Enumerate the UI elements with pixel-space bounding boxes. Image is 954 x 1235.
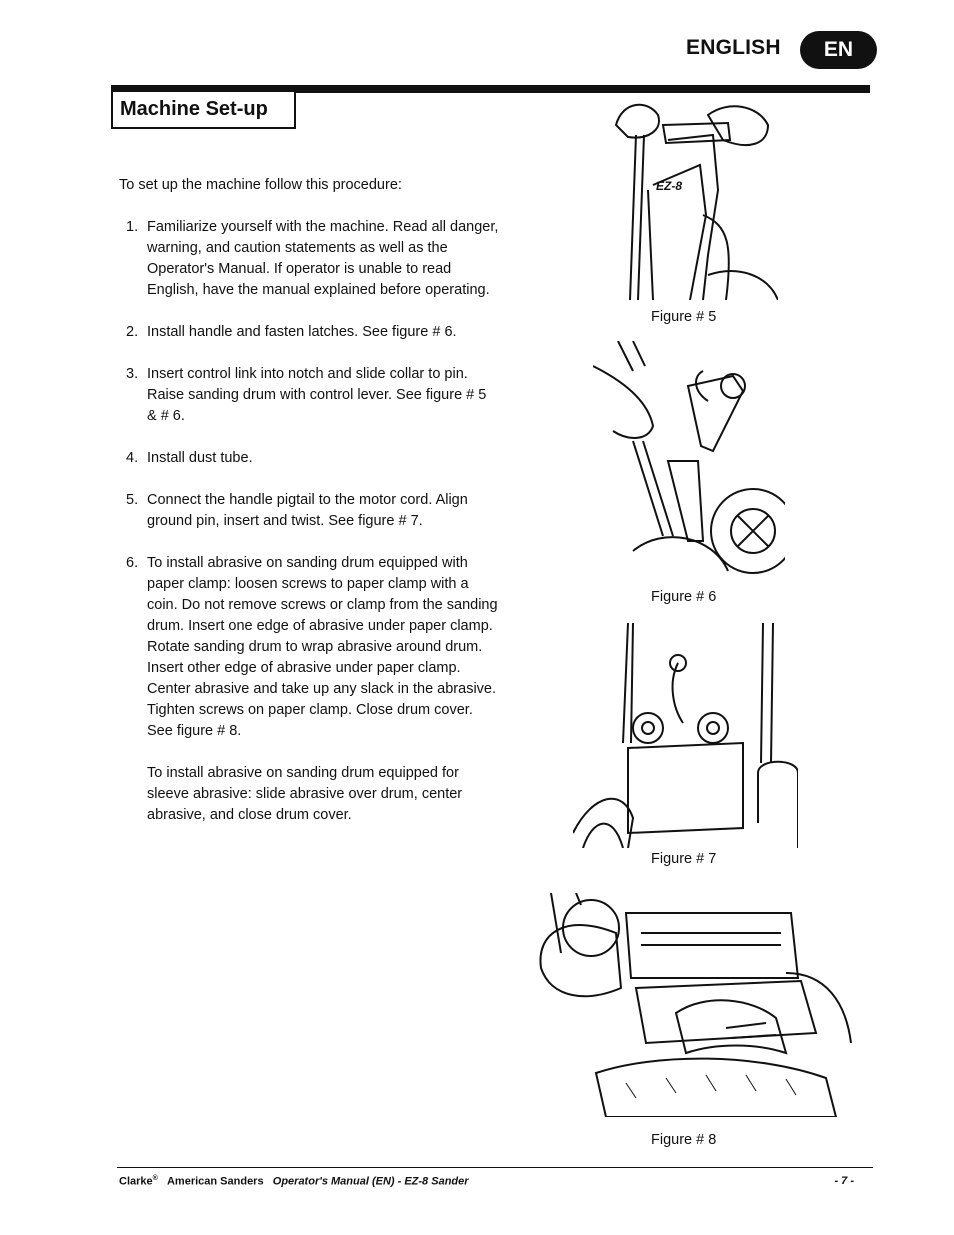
footer-brand: Clarke <box>119 1175 153 1188</box>
figure-6-illustration <box>593 341 785 581</box>
step-number: 4. <box>126 450 139 466</box>
figure-5-caption: Figure # 5 <box>651 309 717 325</box>
figure-8-caption: Figure # 8 <box>651 1132 717 1148</box>
language-label: ENGLISH <box>686 36 781 59</box>
figure-5-illustration <box>608 95 778 300</box>
figure-7-caption: Figure # 7 <box>651 851 717 867</box>
step-6-continuation: To install abrasive on sanding drum equipped for sleeve abrasive: slide abrasive over drum, center abrasive, and close drum cover. <box>147 765 463 823</box>
step-text: Insert control link into notch and slide collar to pin. Raise sanding drum with control lever. See figure # 5 & # 6. <box>147 366 487 424</box>
step-item <box>119 490 499 532</box>
section-title-box <box>111 90 296 129</box>
footer-registered-mark: ® <box>152 1175 158 1182</box>
step-item <box>119 217 499 301</box>
step-number: 6. <box>126 555 139 571</box>
footer <box>119 1175 854 1188</box>
figure-8-illustration <box>536 893 854 1117</box>
step-item <box>119 553 499 742</box>
procedure-text <box>119 175 499 826</box>
step-number: 5. <box>126 492 139 508</box>
section-title: Machine Set-up <box>120 98 268 120</box>
step-item <box>119 364 499 427</box>
step-item <box>119 322 499 343</box>
footer-manual-title: Operator's Manual (EN) - EZ-8 Sander <box>272 1175 469 1188</box>
step-text: To install abrasive on sanding drum equipped with paper clamp: loosen screws to paper clamp with a coin. Do not remove screws or clamp from the sanding drum. Insert one edge of abrasive under paper clamp. Rotate sanding drum to wrap abrasive around drum. Insert other edge of abrasive under paper clamp. Center abrasive and take up any slack in the abrasive. Tighten screws on paper clamp. Close drum cover. See figure # 8. <box>147 555 498 739</box>
figure-7-illustration <box>573 623 798 848</box>
language-badge: EN <box>800 31 877 69</box>
step-number: 2. <box>126 324 139 340</box>
intro-text: To set up the machine follow this procedure: <box>119 177 402 193</box>
page-number: - 7 - <box>834 1175 854 1187</box>
step-text: Install dust tube. <box>147 450 253 466</box>
figure-6-caption: Figure # 6 <box>651 589 717 605</box>
step-text: Familiarize yourself with the machine. Read all danger, warning, and caution statements as well as the Operator's Manual. If operator is unable to read English, have the manual explained before operating. <box>147 219 499 298</box>
footer-company: American Sanders <box>166 1175 264 1188</box>
step-number: 1. <box>126 219 139 235</box>
step-item <box>119 448 499 469</box>
figure-5-label: EZ-8 <box>656 179 683 193</box>
step-text: Install handle and fasten latches. See figure # 6. <box>147 324 457 340</box>
step-number: 3. <box>126 366 139 382</box>
step-text: Connect the handle pigtail to the motor cord. Align ground pin, insert and twist. See figure # 7. <box>147 492 468 529</box>
footer-rule <box>117 1167 873 1168</box>
